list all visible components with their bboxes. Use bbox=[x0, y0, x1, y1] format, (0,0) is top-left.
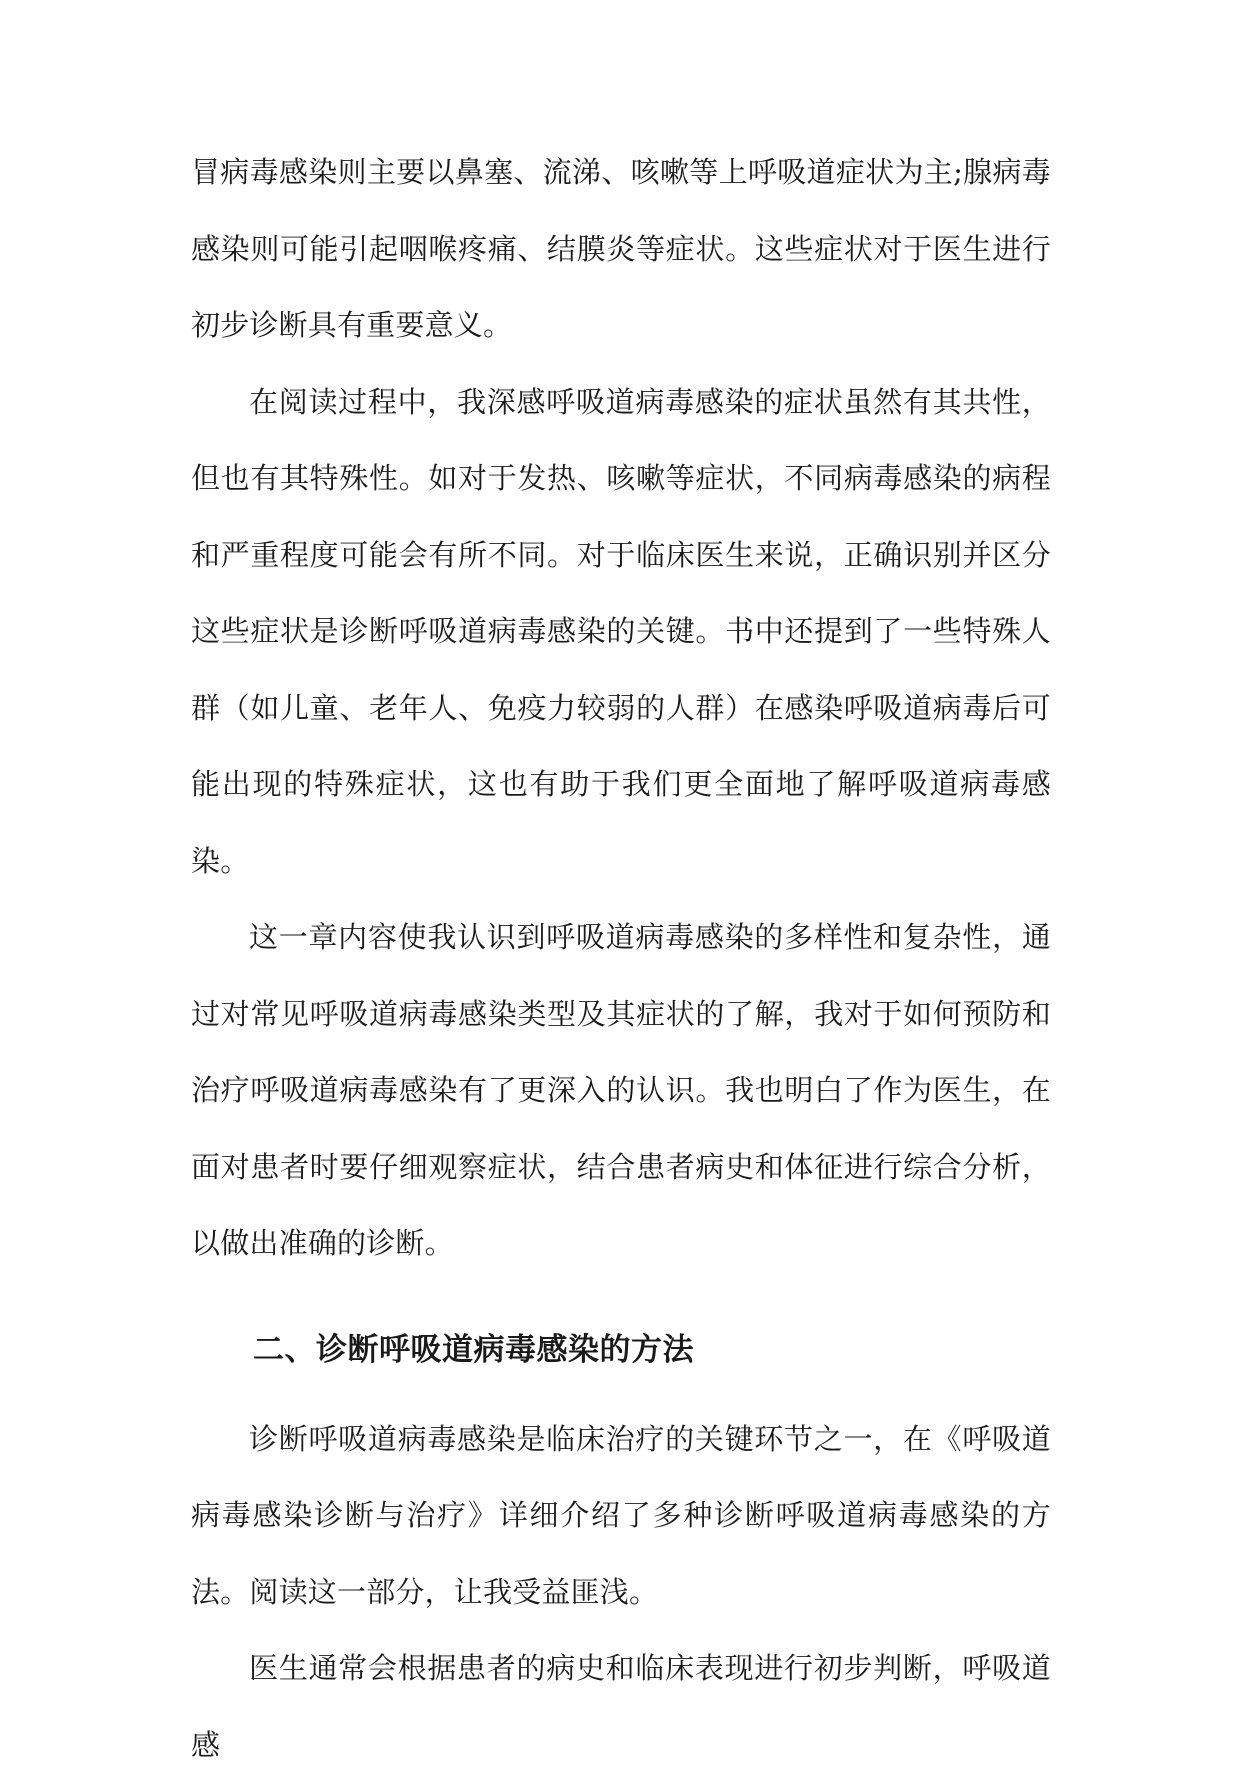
paragraph-symptom-specificity: 在阅读过程中，我深感呼吸道病毒感染的症状虽然有其共性，但也有其特殊性。如对于发热、咳嗽等症状，不同病毒感染的病程和严重程度可能会有所不同。对于临床医生来说，正确识别并区分这些症状是诊断呼吸道病毒感染的关键。书中还提到了一些特殊人群（如儿童、老年人、免疫力较弱的人群）在感染呼吸道病毒后可能出现的特殊症状，这也有助于我们更全面地了解呼吸道病毒感染。 bbox=[191, 384, 1051, 878]
paragraph-chapter-reflection: 这一章内容使我认识到呼吸道病毒感染的多样性和复杂性，通过对常见呼吸道病毒感染类型及其症状的了解，我对于如何预防和治疗呼吸道病毒感染有了更深入的认识。我也明白了作为医生，在面对患者时要仔细观察症状，结合患者病史和体征进行综合分析，以做出准确的诊断。 bbox=[191, 920, 1051, 1260]
paragraph-diagnosis-history: 医生通常会根据患者的病史和临床表现进行初步判断，呼吸道感 bbox=[191, 1651, 1051, 1762]
paragraph-continued-symptoms: 冒病毒感染则主要以鼻塞、流涕、咳嗽等上呼吸道症状为主;腺病毒感染则可能引起咽喉疼痛、结膜炎等症状。这些症状对于医生进行初步诊断具有重要意义。 bbox=[191, 155, 1051, 342]
document-body bbox=[191, 134, 1051, 1783]
section-heading: 二、诊断呼吸道病毒感染的方法 bbox=[253, 1331, 694, 1368]
paragraph-diagnosis-intro: 诊断呼吸道病毒感染是临床治疗的关键环节之一，在《呼吸道病毒感染诊断与治疗》详细介绍了多种诊断呼吸道病毒感染的方法。阅读这一部分，让我受益匪浅。 bbox=[191, 1421, 1051, 1609]
